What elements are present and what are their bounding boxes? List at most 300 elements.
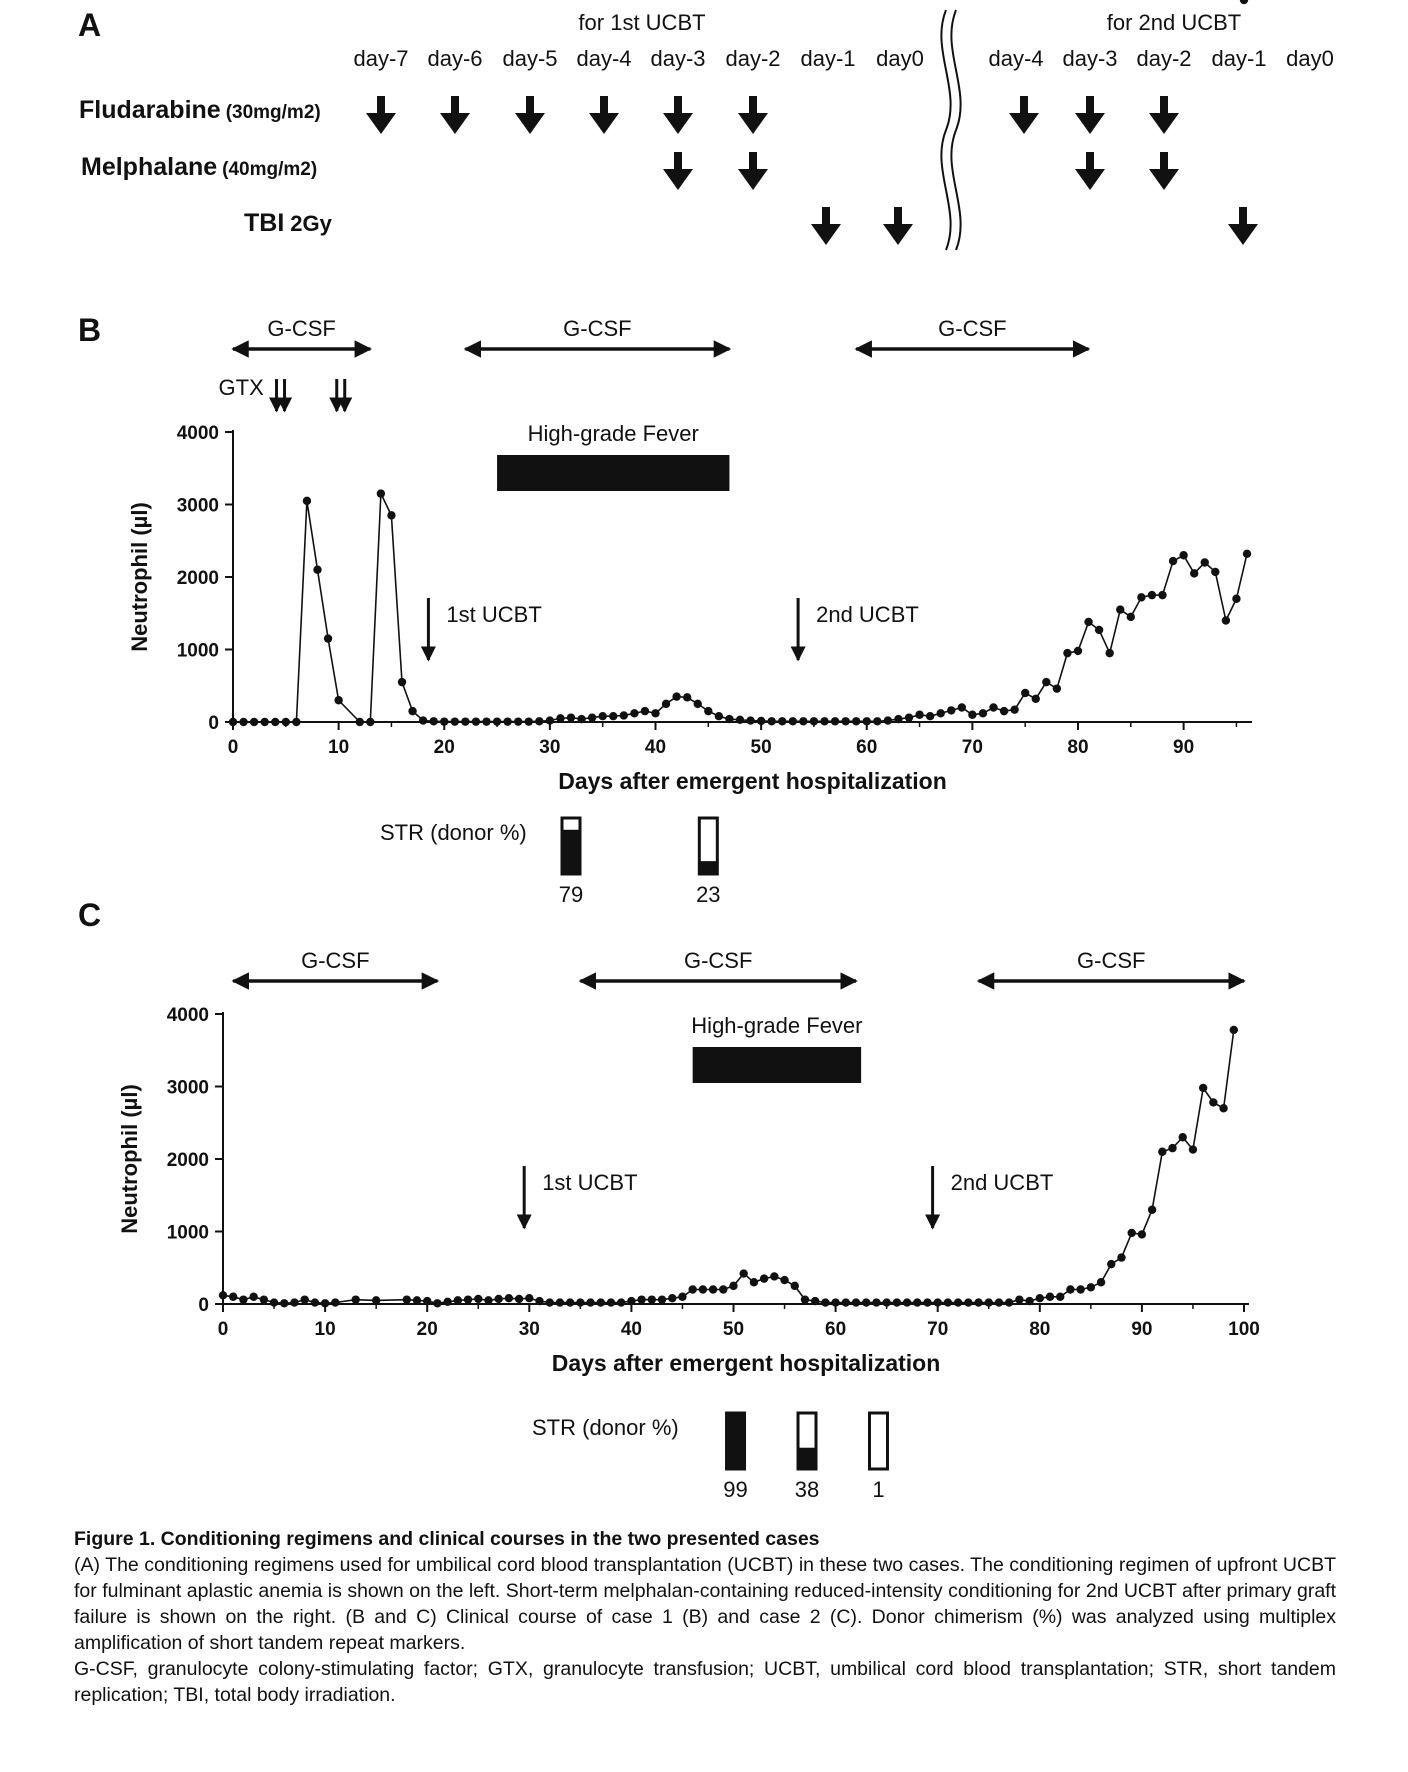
data-point	[250, 718, 258, 726]
data-point	[1219, 1104, 1227, 1112]
str-bar-fill	[699, 861, 717, 874]
data-point	[780, 1276, 788, 1284]
data-point	[413, 1296, 421, 1304]
data-point	[229, 718, 237, 726]
x-tick-label: 0	[217, 1319, 229, 1340]
data-point	[979, 709, 987, 717]
neutrophil-line	[233, 494, 1247, 722]
dose-arrow-left	[663, 96, 693, 134]
data-point	[300, 1295, 308, 1303]
x-axis-label: Days after emergent hospitalization	[551, 1350, 941, 1376]
data-point	[1138, 1230, 1146, 1238]
data-point	[801, 1295, 809, 1303]
data-point	[1021, 689, 1029, 697]
data-point	[576, 1298, 584, 1306]
data-point	[1222, 616, 1230, 624]
data-point	[893, 1298, 901, 1306]
data-point	[525, 1294, 533, 1302]
ucbt-label: 1st UCBT	[446, 602, 542, 627]
data-point	[1063, 649, 1071, 657]
day-labels-left	[353, 46, 923, 71]
data-point	[688, 1285, 696, 1293]
data-point	[398, 678, 406, 686]
data-point	[699, 1285, 707, 1293]
caption-paragraph-2: G-CSF, granulocyte colony-stimulating factor; GTX, granulocyte transfusion; UCBT, umbilical cord blood transplantation; STR, short tandem replication; TBI, total body irradiation.	[74, 1658, 1336, 1706]
data-point	[1211, 568, 1219, 576]
data-point	[936, 709, 944, 717]
data-point	[627, 1297, 635, 1305]
ucbt-label: 2nd UCBT	[816, 602, 919, 627]
data-point	[1105, 649, 1113, 657]
data-point	[672, 692, 680, 700]
data-point	[505, 1294, 513, 1302]
str-bar-fill	[727, 1414, 745, 1469]
data-point	[704, 707, 712, 715]
dose-arrow-right	[1228, 207, 1258, 245]
data-point	[313, 566, 321, 574]
data-point	[567, 713, 575, 721]
gcsf-label: G-CSF	[938, 316, 1007, 341]
data-point	[791, 1282, 799, 1290]
str-label: STR (donor %)	[380, 820, 527, 845]
gcsf-label: G-CSF	[1077, 948, 1146, 973]
dose-arrow-right	[1075, 152, 1105, 190]
data-point	[366, 718, 374, 726]
data-point	[913, 1298, 921, 1306]
x-tick-label: 40	[620, 1319, 642, 1340]
x-tick-label: 60	[825, 1319, 847, 1340]
str-bar-fill	[869, 1468, 887, 1469]
day-label-right: day-2	[1136, 46, 1192, 71]
data-point	[1117, 1253, 1125, 1261]
data-point	[617, 1298, 625, 1306]
data-point	[810, 717, 818, 725]
data-point	[1084, 618, 1092, 626]
data-point	[989, 703, 997, 711]
x-tick-label: 60	[856, 737, 878, 758]
break-wave-left	[941, 10, 950, 250]
data-point	[282, 718, 290, 726]
data-point	[841, 717, 849, 725]
day-label-right: day0	[1286, 46, 1334, 71]
fever-label: High-grade Fever	[691, 1013, 863, 1038]
fever-bar	[497, 455, 729, 491]
data-point	[577, 715, 585, 723]
data-point	[954, 1298, 962, 1306]
data-point	[566, 1298, 574, 1306]
data-point	[831, 1298, 839, 1306]
data-point	[408, 707, 416, 715]
gcsf-label: G-CSF	[267, 316, 336, 341]
data-point	[464, 1295, 472, 1303]
dose-arrow-right	[1149, 96, 1179, 134]
data-point	[387, 511, 395, 519]
data-point	[588, 713, 596, 721]
data-point	[1169, 557, 1177, 565]
dose-arrow-left	[738, 96, 768, 134]
dose-arrow-left	[515, 96, 545, 134]
dose-arrow-left	[811, 207, 841, 245]
y-tick-label: 0	[208, 713, 219, 734]
data-point	[903, 1298, 911, 1306]
y-axis-label: Neutrophil (µl)	[127, 502, 152, 652]
str-value-label: 38	[794, 1477, 820, 1502]
data-point	[757, 717, 765, 725]
data-point	[719, 1285, 727, 1293]
data-point	[637, 1295, 645, 1303]
data-point	[905, 713, 913, 721]
data-point	[985, 1298, 993, 1306]
y-axis-label: Neutrophil (µl)	[117, 1084, 142, 1234]
dose-arrow-left	[440, 96, 470, 134]
data-point	[607, 1298, 615, 1306]
y-tick-label: 3000	[166, 1077, 209, 1099]
data-point	[515, 1295, 523, 1303]
data-point	[1036, 1294, 1044, 1302]
ucbt-label: 1st UCBT	[542, 1170, 638, 1195]
data-point	[331, 1298, 339, 1306]
data-point	[863, 717, 871, 725]
dose-arrow-left	[366, 96, 396, 134]
data-point	[433, 1299, 441, 1307]
data-point	[767, 717, 775, 725]
data-point	[1046, 1293, 1054, 1301]
data-point	[423, 1297, 431, 1305]
x-tick-label: 30	[539, 737, 561, 758]
data-point	[746, 716, 754, 724]
x-tick-label: 80	[1029, 1319, 1051, 1340]
day-label-left: day-7	[353, 46, 409, 71]
data-point	[842, 1298, 850, 1306]
data-point	[1137, 593, 1145, 601]
data-point	[419, 716, 427, 724]
fever-label: High-grade Fever	[527, 421, 699, 446]
x-tick-label: 20	[416, 1319, 438, 1340]
x-tick-label: 20	[433, 737, 455, 758]
data-point	[546, 716, 554, 724]
data-point	[403, 1295, 411, 1303]
chart-b	[127, 316, 1252, 907]
gcsf-label: G-CSF	[301, 948, 370, 973]
x-tick-label: 10	[314, 1319, 336, 1340]
data-point	[280, 1299, 288, 1307]
data-point	[1074, 647, 1082, 655]
dose-arrow-left	[883, 207, 913, 245]
data-point	[271, 718, 279, 726]
header-2nd-ucbt: for 2nd UCBT	[1106, 10, 1242, 35]
data-point	[454, 1296, 462, 1304]
str-value-label: 23	[696, 882, 721, 907]
data-point	[873, 717, 881, 725]
data-point	[1240, 0, 1248, 4]
data-point	[1179, 1133, 1187, 1141]
y-tick-label: 2000	[166, 1150, 209, 1171]
data-point	[474, 1295, 482, 1303]
data-point	[219, 1291, 227, 1299]
data-point	[709, 1285, 717, 1293]
data-point	[1158, 591, 1166, 599]
data-point	[586, 1298, 594, 1306]
data-point	[1158, 1148, 1166, 1156]
data-point	[884, 716, 892, 724]
data-point	[947, 706, 955, 714]
data-point	[556, 714, 564, 722]
y-tick-label: 4000	[166, 1005, 209, 1026]
data-point	[1066, 1285, 1074, 1293]
data-point	[694, 700, 702, 708]
data-point	[482, 717, 490, 725]
data-point	[451, 717, 459, 725]
data-point	[377, 489, 385, 497]
data-point	[995, 1298, 1003, 1306]
header-1st-ucbt: for 1st UCBT	[578, 10, 706, 35]
data-point	[1087, 1283, 1095, 1291]
drug-fludarabine-label: Fludarabine (30mg/m2)	[79, 96, 321, 124]
data-point	[915, 711, 923, 719]
data-point	[894, 715, 902, 723]
data-point	[651, 709, 659, 717]
data-point	[1168, 1144, 1176, 1152]
data-point	[799, 717, 807, 725]
data-point	[1201, 558, 1209, 566]
data-point	[964, 1298, 972, 1306]
data-point	[1189, 1145, 1197, 1153]
data-point	[303, 497, 311, 505]
data-point	[311, 1298, 319, 1306]
y-tick-label: 3000	[176, 495, 219, 517]
data-point	[1005, 1298, 1013, 1306]
data-point	[1127, 613, 1135, 621]
data-point	[429, 717, 437, 725]
data-point	[831, 717, 839, 725]
data-point	[239, 1295, 247, 1303]
x-tick-label: 40	[644, 737, 667, 758]
data-point	[934, 1298, 942, 1306]
data-point	[1000, 707, 1008, 715]
data-point	[811, 1297, 819, 1305]
data-point	[740, 1269, 748, 1277]
break-wave-right	[951, 10, 960, 250]
data-point	[1209, 1098, 1217, 1106]
data-point	[944, 1298, 952, 1306]
gtx-label: GTX	[218, 375, 264, 400]
day-labels-right	[988, 46, 1333, 71]
day-label-left: day0	[876, 46, 924, 71]
data-point	[630, 709, 638, 717]
data-point	[321, 1299, 329, 1307]
panel-c-label: C	[78, 897, 102, 933]
data-point	[1015, 1295, 1023, 1303]
data-point	[662, 700, 670, 708]
data-point	[229, 1293, 237, 1301]
str-label: STR (donor %)	[532, 1415, 679, 1440]
gcsf-label: G-CSF	[563, 316, 632, 341]
x-tick-label: 90	[1173, 737, 1195, 758]
str-value-label: 99	[723, 1477, 748, 1502]
data-point	[546, 1298, 554, 1306]
data-point	[1199, 1084, 1207, 1092]
x-tick-label: 70	[927, 1319, 949, 1340]
data-point	[609, 712, 617, 720]
data-point	[1179, 551, 1187, 559]
data-point	[882, 1298, 890, 1306]
data-point	[974, 1298, 982, 1306]
data-point	[1232, 595, 1240, 603]
data-point	[729, 1282, 737, 1290]
data-point	[725, 715, 733, 723]
day-label-left: day-2	[725, 46, 781, 71]
data-point	[334, 696, 342, 704]
dose-arrow-left	[738, 152, 768, 190]
data-point	[1190, 569, 1198, 577]
data-point	[597, 1298, 605, 1306]
data-point	[958, 703, 966, 711]
data-point	[290, 1298, 298, 1306]
day-label-left: day-3	[650, 46, 706, 71]
data-point	[648, 1295, 656, 1303]
drug-melphalane-label: Melphalane (40mg/m2)	[81, 153, 318, 181]
data-point	[484, 1296, 492, 1304]
day-label-right: day-4	[988, 46, 1044, 71]
dose-arrows	[366, 96, 1258, 245]
data-point	[1097, 1278, 1105, 1286]
data-point	[852, 1298, 860, 1306]
data-point	[620, 711, 628, 719]
data-point	[1095, 626, 1103, 634]
data-point	[926, 712, 934, 720]
day-label-right: day-3	[1062, 46, 1118, 71]
dose-arrow-left	[663, 152, 693, 190]
data-point	[535, 717, 543, 725]
data-point	[372, 1296, 380, 1304]
data-point	[750, 1278, 758, 1286]
str-value-label: 1	[872, 1477, 885, 1502]
data-point	[352, 1295, 360, 1303]
str-bar-frame	[869, 1413, 887, 1469]
data-point	[1076, 1285, 1084, 1293]
x-tick-label: 0	[227, 737, 239, 758]
x-tick-label: 30	[518, 1319, 540, 1340]
data-point	[1148, 1206, 1156, 1214]
x-tick-label: 100	[1228, 1319, 1260, 1340]
x-tick-label: 10	[328, 737, 350, 758]
data-point	[1243, 550, 1251, 558]
data-point	[760, 1274, 768, 1282]
data-point	[260, 1295, 268, 1303]
y-tick-label: 1000	[166, 1222, 209, 1244]
data-point	[1032, 695, 1040, 703]
y-tick-label: 4000	[176, 423, 219, 444]
day-label-left: day-1	[800, 46, 856, 71]
dose-arrow-right	[1075, 96, 1105, 134]
data-point	[440, 717, 448, 725]
data-point	[1148, 591, 1156, 599]
data-point	[598, 712, 606, 720]
day-label-left: day-4	[576, 46, 632, 71]
data-point	[1025, 1297, 1033, 1305]
data-point	[1230, 1026, 1238, 1034]
data-point	[494, 1295, 502, 1303]
x-tick-label: 50	[722, 1319, 745, 1340]
data-point	[683, 693, 691, 701]
data-point	[872, 1298, 880, 1306]
x-tick-label: 70	[961, 737, 983, 758]
y-tick-label: 1000	[176, 640, 219, 662]
gcsf-label: G-CSF	[683, 948, 753, 973]
dose-arrow-right	[1149, 152, 1179, 190]
panel-a-label: A	[78, 7, 102, 43]
str-bar-fill	[798, 1448, 816, 1469]
data-point	[443, 1298, 451, 1306]
y-tick-label: 0	[198, 1295, 209, 1316]
data-point	[789, 717, 797, 725]
data-point	[239, 718, 247, 726]
day-label-left: day-5	[502, 46, 558, 71]
day-label-left: day-6	[427, 46, 483, 71]
data-point	[862, 1298, 870, 1306]
data-point	[923, 1298, 931, 1306]
data-point	[1056, 1293, 1064, 1301]
data-point	[535, 1297, 543, 1305]
str-value-label: 79	[558, 882, 584, 907]
dose-arrow-right	[1009, 96, 1039, 134]
data-point	[493, 717, 501, 725]
data-point	[1042, 678, 1050, 686]
data-point	[503, 717, 511, 725]
data-point	[1127, 1229, 1135, 1237]
drug-tbi-label: TBI 2Gy	[244, 209, 332, 237]
ucbt-label: 2nd UCBT	[950, 1170, 1054, 1195]
data-point	[270, 1298, 278, 1306]
caption-paragraph-1: (A) The conditioning regimens used for umbilical cord blood transplantation (UCBT) in these two cases. The conditioning regimen of upfront UCBT for fulminant aplastic anemia is shown on the left. Short-term melphalan-containing reduced-intensity conditioning for 2nd UCBT after primary graft failure is shown on the right. (B and C) Clinical course of case 1 (B) and case 2 (C). Donor chimerism (%) was analyzed using multiplex amplification of short tandem repeat markers.	[74, 1554, 1336, 1654]
data-point	[525, 717, 533, 725]
data-point	[852, 717, 860, 725]
x-tick-label: 80	[1067, 737, 1089, 758]
data-point	[778, 717, 786, 725]
x-tick-label: 90	[1131, 1319, 1153, 1340]
data-point	[668, 1294, 676, 1302]
fever-bar	[693, 1047, 861, 1083]
data-point	[968, 711, 976, 719]
data-point	[1116, 605, 1124, 613]
x-axis-label: Days after emergent hospitalization	[558, 768, 947, 794]
data-point	[770, 1272, 778, 1280]
data-point	[1053, 684, 1061, 692]
day-label-right: day-1	[1211, 46, 1267, 71]
data-point	[472, 717, 480, 725]
data-point	[461, 717, 469, 725]
x-tick-label: 50	[750, 737, 772, 758]
caption-title: Figure 1. Conditioning regimens and clinical courses in the two presented cases	[74, 1528, 820, 1550]
data-point	[249, 1293, 257, 1301]
data-point	[260, 718, 268, 726]
y-tick-label: 2000	[176, 568, 219, 589]
data-point	[1107, 1260, 1115, 1268]
panel-b-label: B	[78, 312, 102, 348]
data-point	[292, 718, 300, 726]
figure-caption	[74, 1526, 1336, 1708]
data-point	[658, 1295, 666, 1303]
data-point	[514, 717, 522, 725]
data-point	[678, 1293, 686, 1301]
data-point	[356, 718, 364, 726]
data-point	[821, 1298, 829, 1306]
data-point	[1010, 705, 1018, 713]
data-point	[641, 707, 649, 715]
dose-arrow-left	[589, 96, 619, 134]
data-point	[324, 634, 332, 642]
data-point	[715, 712, 723, 720]
